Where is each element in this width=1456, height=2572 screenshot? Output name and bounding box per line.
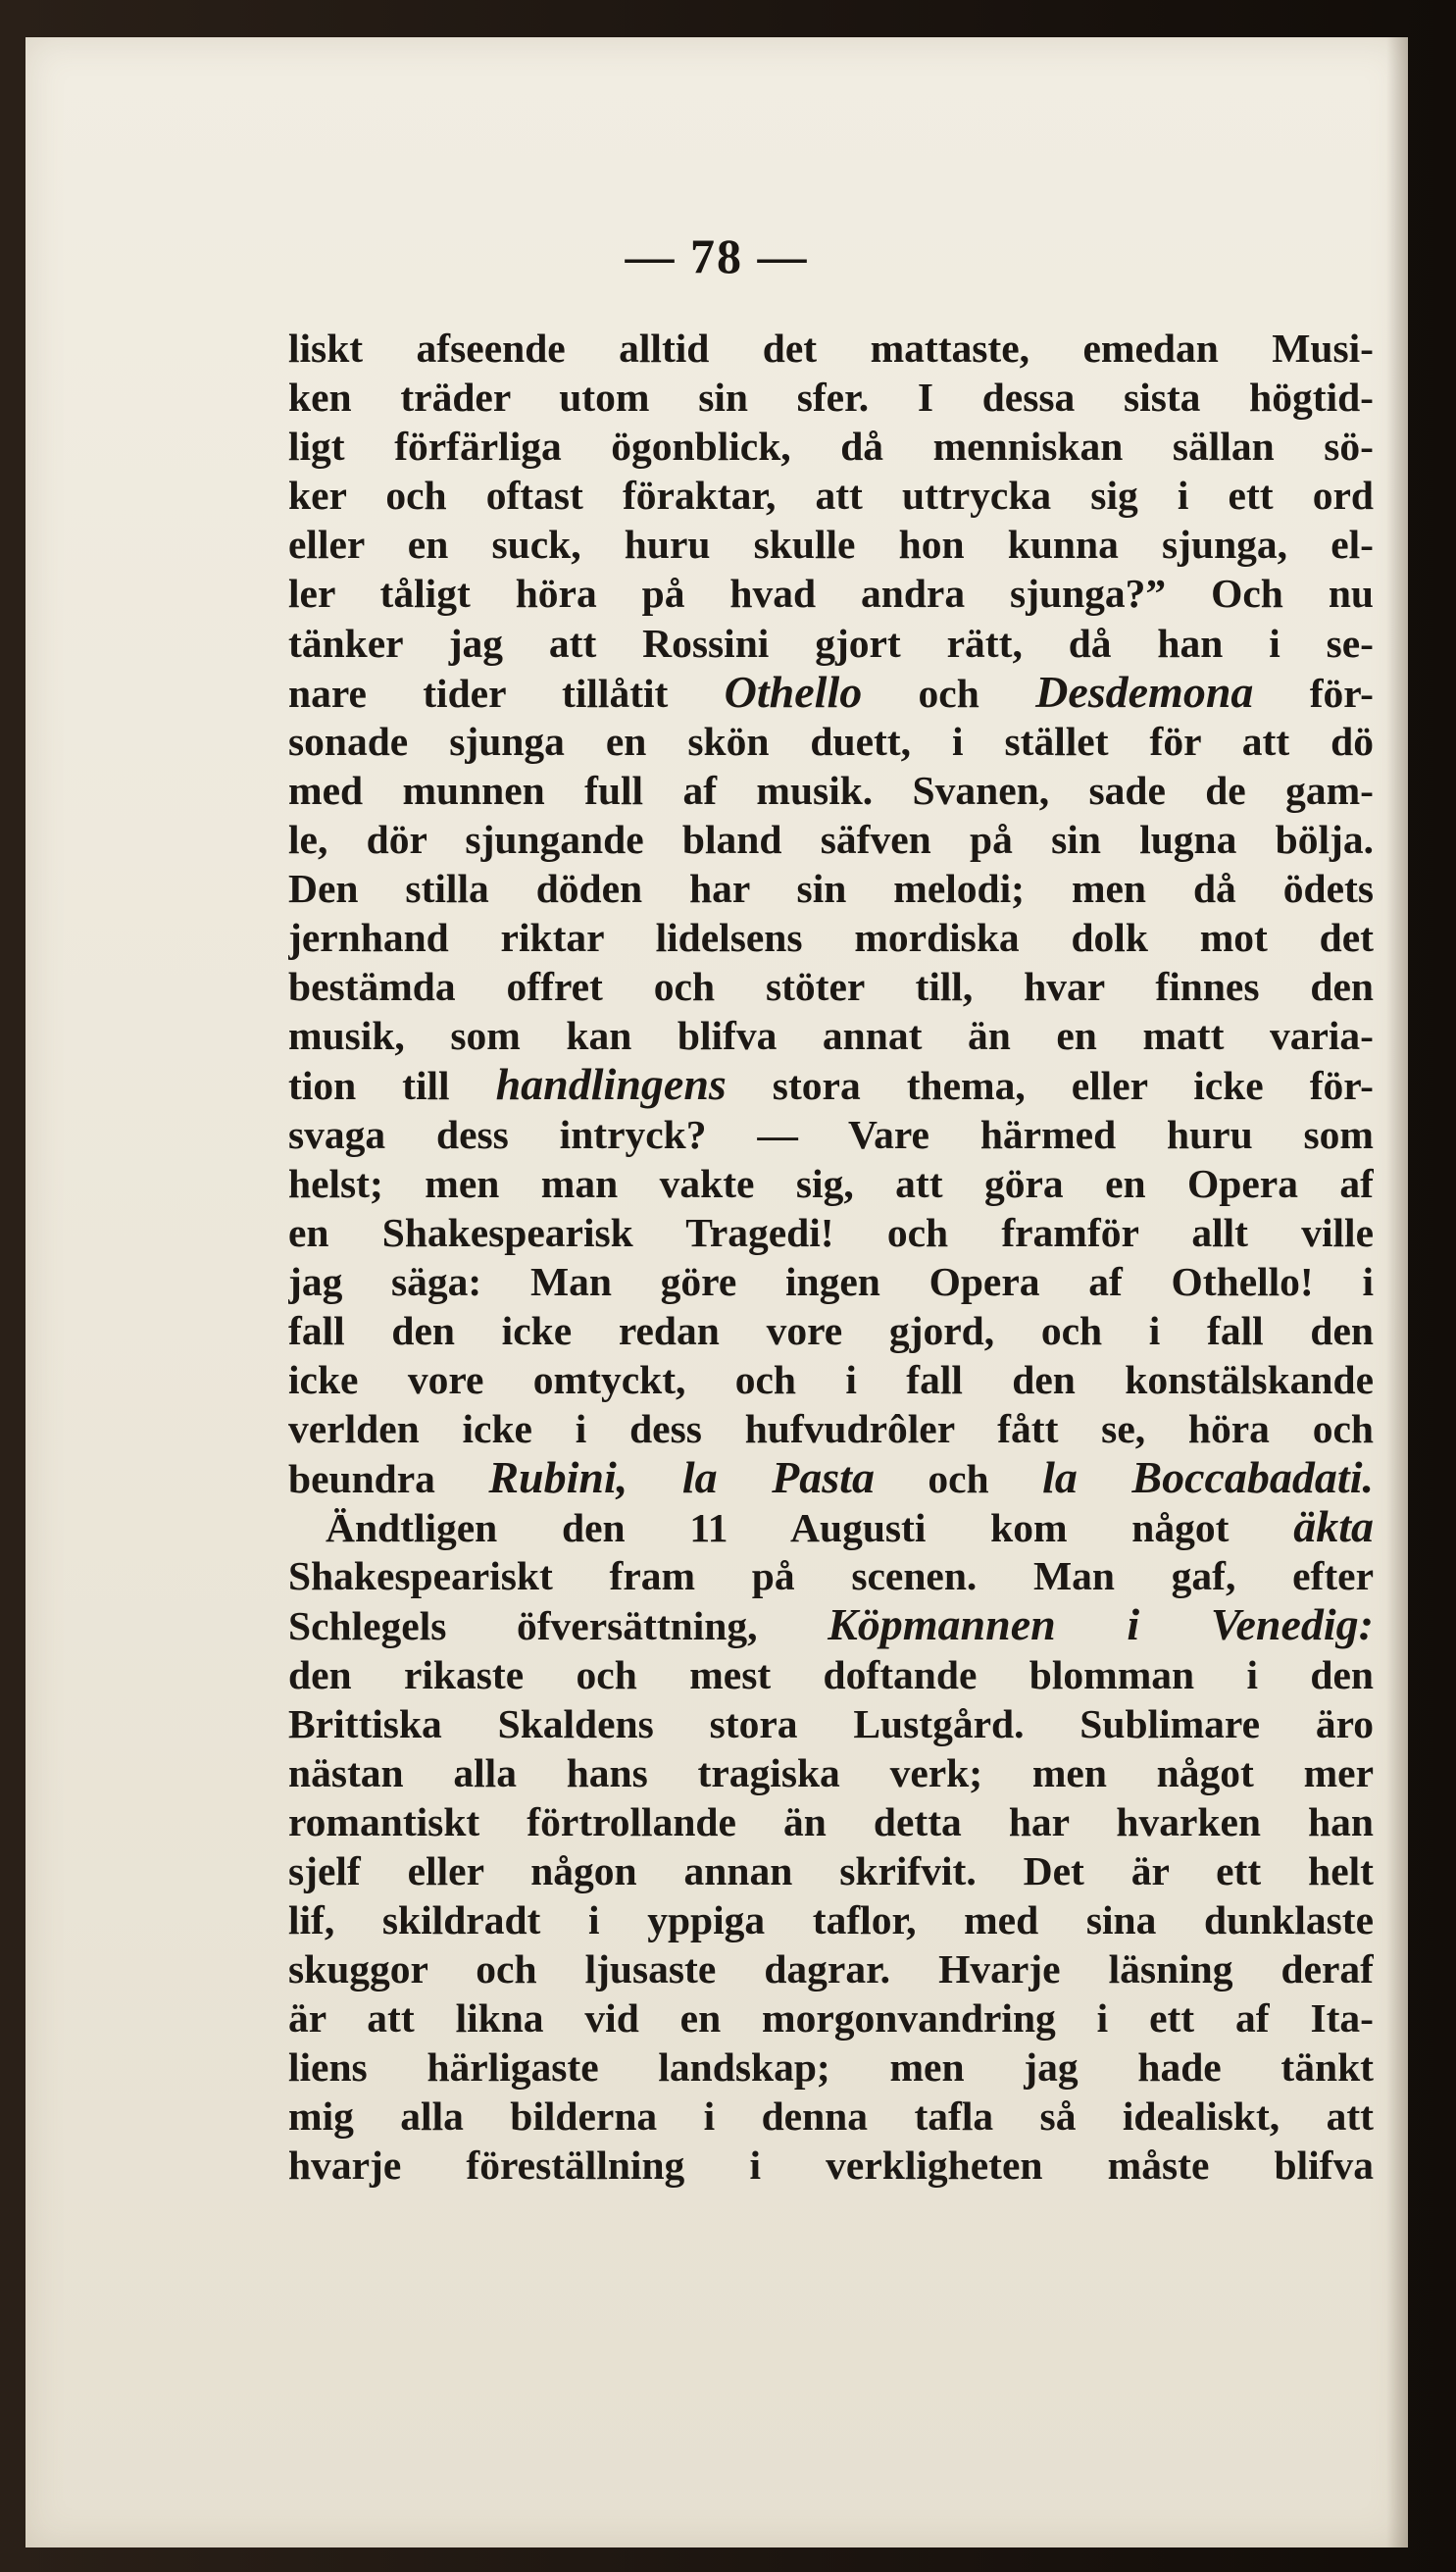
- text-line: [288, 1895, 1374, 1944]
- text-segment: le, dör sjungande bland säfven på sin lugna bölja.: [288, 816, 1374, 862]
- text-segment: fall den icke redan vore gjord, och i fall den: [288, 1307, 1374, 1353]
- text-segment: är att likna vid en morgonvandring i ett af Ita-: [288, 1995, 1374, 2042]
- text-segment: hvarje föreställning i verkligheten måste blifva: [288, 2143, 1374, 2189]
- text-line: [288, 324, 1374, 373]
- text-segment: en Shakespearisk Tragedi! och framför allt ville: [288, 1209, 1374, 1255]
- text-segment: liens härligaste landskap; men jag hade tänkt: [288, 2044, 1374, 2091]
- text-line: [288, 815, 1374, 864]
- text-segment: jag säga: Man göre ingen Opera af Othello! i: [288, 1258, 1374, 1304]
- text-line: [288, 471, 1374, 520]
- text-segment: musik, som kan blifva annat än en matt varia-: [288, 1013, 1374, 1059]
- text-line: [288, 1011, 1374, 1060]
- text-line: [288, 1600, 1374, 1649]
- text-line: [288, 373, 1374, 422]
- text-segment: helst; men man vakte sig, att göra en Opera af: [288, 1160, 1374, 1206]
- text-line: [288, 1404, 1374, 1453]
- text-line: [288, 1110, 1374, 1159]
- page-edge-shadow: [1386, 37, 1408, 2547]
- text-segment: tänker jag att Rossini gjort rätt, då han i se-: [288, 620, 1374, 666]
- italic-text: Othello: [724, 667, 863, 717]
- text-line: [288, 1846, 1374, 1895]
- text-segment: med munnen full af musik. Svanen, sade de gam-: [288, 767, 1374, 813]
- italic-text: la Boccabadati.: [1042, 1453, 1374, 1503]
- text-segment: ker och oftast föraktar, att uttrycka sig i ett ord: [288, 473, 1374, 519]
- italic-text: handlingens: [495, 1060, 727, 1110]
- text-line: [288, 1355, 1374, 1404]
- text-segment: verlden icke i dess hufvudrôler fått se, höra och: [288, 1406, 1374, 1452]
- text-segment: sonade sjunga en skön duett, i stället för att dö: [288, 718, 1374, 764]
- text-segment: lif, skildradt i yppiga taflor, med sina dunklaste: [288, 1897, 1374, 1942]
- text-line: [288, 1502, 1374, 1551]
- text-segment: jernhand riktar lidelsens mordiska dolk mot det: [288, 915, 1374, 961]
- text-line: [288, 1453, 1374, 1502]
- text-line: [288, 1060, 1374, 1109]
- text-segment: svaga dess intryck? — Vare härmed huru som: [288, 1111, 1374, 1157]
- text-segment: tion till: [288, 1063, 496, 1109]
- text-line: [288, 1944, 1374, 1993]
- text-segment: icke vore omtyckt, och i fall den konstälskande: [288, 1356, 1374, 1402]
- text-line: [288, 569, 1374, 618]
- text-line: [288, 619, 1374, 668]
- text-segment: ligt förfärliga ögonblick, då menniskan sällan sö-: [288, 424, 1374, 470]
- text-segment: för-: [1253, 670, 1374, 716]
- text-segment: ken träder utom sin sfer. I dessa sista högtid-: [288, 375, 1374, 421]
- text-segment: nare tider tillåtit: [288, 670, 725, 716]
- text-line: [288, 1208, 1374, 1257]
- text-line: [288, 1306, 1374, 1355]
- text-segment: skuggor och ljusaste dagrar. Hvarje läsning deraf: [288, 1946, 1374, 1992]
- text-line: [288, 2092, 1374, 2141]
- text-segment: och: [874, 1456, 1043, 1502]
- text-line: [288, 1257, 1374, 1306]
- text-segment: nästan alla hans tragiska verk; men något mer: [288, 1749, 1374, 1795]
- text-segment: bestämda offret och stöter till, hvar finnes den: [288, 964, 1374, 1010]
- page-sheet: [25, 37, 1408, 2547]
- text-segment: och: [862, 670, 1036, 716]
- italic-text: Köpmannen i Venedig:: [828, 1600, 1374, 1650]
- text-segment: liskt afseende alltid det mattaste, emedan Musi-: [288, 326, 1374, 371]
- text-line: [288, 2141, 1374, 2190]
- text-line: [288, 1159, 1374, 1208]
- page-number: — 78 —: [625, 228, 809, 283]
- text-line: [288, 717, 1374, 766]
- text-line: [288, 766, 1374, 815]
- text-segment: Shakespeariskt fram på scenen. Man gaf, efter: [288, 1553, 1374, 1599]
- italic-text: äkta: [1293, 1502, 1374, 1552]
- text-segment: stora thema, eller icke för-: [726, 1063, 1374, 1109]
- body-text: [288, 324, 1374, 2191]
- text-segment: beundra: [288, 1456, 489, 1502]
- text-line: [288, 913, 1374, 962]
- text-segment: sjelf eller någon annan skrifvit. Det är ett helt: [288, 1847, 1374, 1893]
- text-line: [288, 422, 1374, 471]
- text-line: [288, 1650, 1374, 1699]
- text-segment: romantiskt förtrollande än detta har hvarken han: [288, 1798, 1374, 1844]
- text-line: [288, 2042, 1374, 2092]
- text-segment: mig alla bilderna i denna tafla så idealiskt, att: [288, 2093, 1374, 2140]
- italic-text: Desdemona: [1035, 667, 1254, 717]
- text-segment: Brittiska Skaldens stora Lustgård. Sublimare äro: [288, 1700, 1374, 1746]
- text-line: [288, 1699, 1374, 1748]
- text-line: [288, 1797, 1374, 1846]
- text-segment: Den stilla döden har sin melodi; men då ödets: [288, 866, 1374, 912]
- text-line: [288, 1748, 1374, 1797]
- italic-text: Rubini, la Pasta: [488, 1453, 875, 1503]
- text-segment: ler tåligt höra på hvad andra sjunga?” Och nu: [288, 571, 1374, 617]
- text-line: [288, 1551, 1374, 1600]
- text-segment: eller en suck, huru skulle hon kunna sjunga, el-: [288, 522, 1374, 568]
- text-segment: den rikaste och mest doftande blomman i den: [288, 1651, 1374, 1697]
- text-segment: Schlegels öfversättning,: [288, 1603, 828, 1649]
- text-line: [288, 668, 1374, 717]
- text-line: [288, 864, 1374, 913]
- text-line: [288, 1993, 1374, 2042]
- text-line: [288, 962, 1374, 1011]
- text-segment: Ändtligen den 11 Augusti kom något: [326, 1505, 1294, 1551]
- text-line: [288, 520, 1374, 569]
